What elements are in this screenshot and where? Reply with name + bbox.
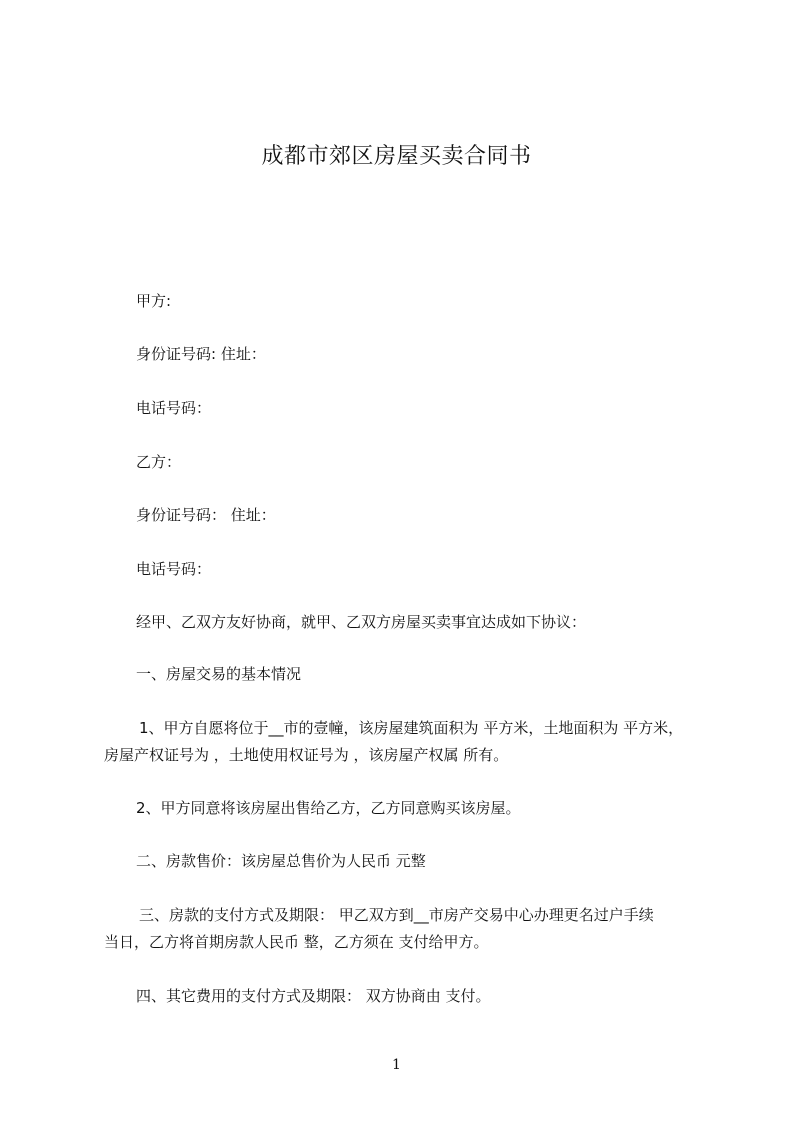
page-number: 1 — [392, 1057, 401, 1073]
party-a-id-address: 身份证号码: 住址： — [136, 345, 266, 363]
clause-1-line-1: 1、甲方自愿将位于__市的壹幢，该房屋建筑面积为 平方米，土地面积为 平方米， — [139, 719, 684, 737]
clause-1-line-2: 房屋产权证号为 ，土地使用权证号为 ，该房屋产权属 所有。 — [104, 746, 509, 764]
party-a-phone: 电话号码： — [136, 399, 212, 417]
document-title: 成都市郊区房屋买卖合同书 — [261, 144, 532, 169]
section-3-line-2: 当日，乙方将首期房款人民币 整，乙方须在 支付给甲方。 — [104, 933, 489, 951]
section-4: 四、其它费用的支付方式及期限： 双方协商由 支付。 — [136, 987, 491, 1005]
section-2-price: 二、房款售价：该房屋总售价为人民币 元整 — [136, 852, 426, 870]
party-b-label: 乙方： — [136, 453, 182, 471]
party-a-label: 甲方: — [136, 292, 172, 310]
section-3-line-1: 三、房款的支付方式及期限： 甲乙双方到__市房产交易中心办理更名过户手续 — [139, 906, 654, 924]
clause-2: 2、甲方同意将该房屋出售给乙方，乙方同意购买该房屋。 — [136, 799, 521, 817]
party-b-id-address: 身份证号码： 住址： — [136, 506, 276, 524]
agreement-intro: 经甲、乙双方友好协商，就甲、乙双方房屋买卖事宜达成如下协议： — [136, 613, 587, 631]
section-1-heading: 一、房屋交易的基本情况 — [136, 665, 302, 683]
party-b-phone: 电话号码： — [136, 560, 212, 578]
